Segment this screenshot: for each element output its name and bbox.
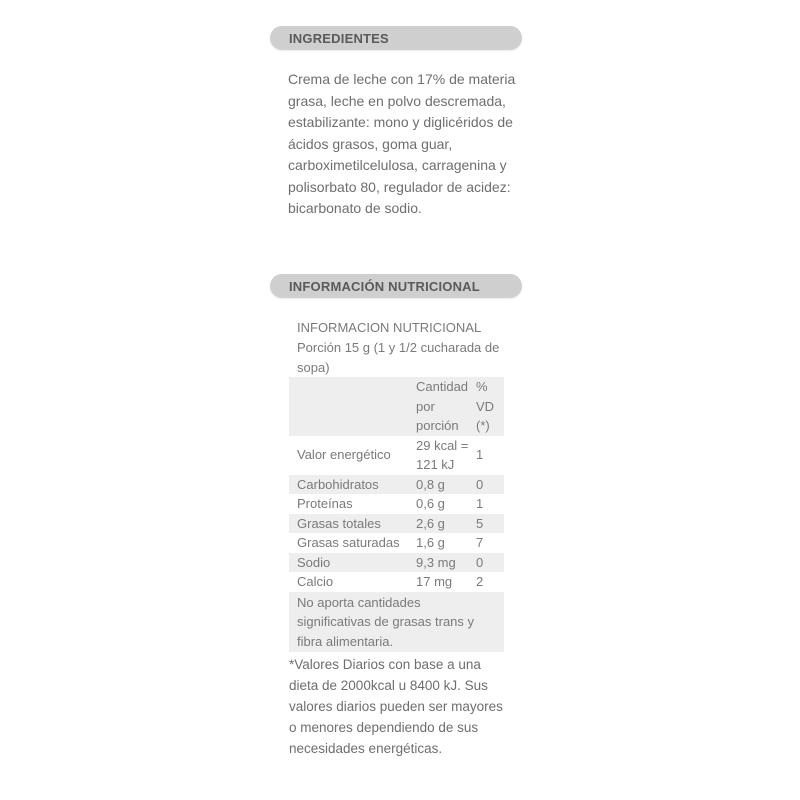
row-amount: 0,6 g xyxy=(416,496,445,511)
table-row xyxy=(289,533,504,553)
row-vd: 5 xyxy=(476,514,504,534)
ingredients-header xyxy=(270,26,522,50)
table-note-row xyxy=(289,592,504,653)
ingredients-header-label: INGREDIENTES xyxy=(289,31,389,46)
row-amount: 2,6 g xyxy=(416,514,476,534)
table-header-empty xyxy=(289,377,416,436)
nutrition-intro-title: INFORMACION NUTRICIONAL xyxy=(297,320,482,335)
row-amount: 1,6 g xyxy=(416,535,445,550)
ingredients-text: Crema de leche con 17% de materia grasa, leche en polvo descremada, estabilizante: mono y diglicéridos de ácidos grasos, goma guar, carboximetilcelulosa, carragenina y polisorbato 80, regulador de acidez: bicarbonato de sodio. xyxy=(288,71,516,216)
nutrition-portion: Porción 15 g (1 y 1/2 cucharada de sopa) xyxy=(297,340,500,375)
row-amount: 17 mg xyxy=(416,574,453,589)
row-name: Valor energético xyxy=(297,447,391,463)
nutrition-table xyxy=(289,377,504,652)
nutrition-header xyxy=(270,274,522,298)
row-vd: 2 xyxy=(476,574,484,589)
row-vd: 0 xyxy=(476,475,504,495)
row-vd: 0 xyxy=(476,553,504,573)
row-vd: 1 xyxy=(476,496,484,511)
nutrition-header-label: INFORMACIÓN NUTRICIONAL xyxy=(289,279,480,294)
table-row xyxy=(289,436,504,475)
row-name: Grasas totales xyxy=(289,514,416,534)
table-row xyxy=(289,494,504,514)
table-row xyxy=(289,514,504,534)
row-amount: 9,3 mg xyxy=(416,553,476,573)
table-row xyxy=(289,553,504,573)
row-name: Grasas saturadas xyxy=(297,535,400,550)
nutrition-table-header-row xyxy=(289,377,504,436)
row-amount: 0,8 g xyxy=(416,475,476,495)
table-header-vd: % VD (*) xyxy=(476,377,504,436)
table-row xyxy=(289,572,504,592)
table-header-cantidad: Cantidad por porción xyxy=(416,377,476,436)
row-amount: 29 kcal = 121 kJ xyxy=(416,437,469,472)
row-name: Carbohidratos xyxy=(289,475,416,495)
row-vd: 7 xyxy=(476,535,484,550)
table-row xyxy=(289,475,504,495)
footnote: *Valores Diarios con base a una dieta de 2000kcal u 8400 kJ. Sus valores diarios pueden ser mayores o menores dependiendo de sus necesidades energéticas. xyxy=(289,657,503,756)
row-vd: 1 xyxy=(476,447,484,463)
nutrition-intro xyxy=(297,318,512,378)
row-name: Sodio xyxy=(289,553,416,573)
table-note: No aporta cantidades significativas de grasas trans y fibra alimentaria. xyxy=(289,592,504,653)
row-name: Proteínas xyxy=(297,496,353,511)
row-name: Calcio xyxy=(297,574,334,589)
